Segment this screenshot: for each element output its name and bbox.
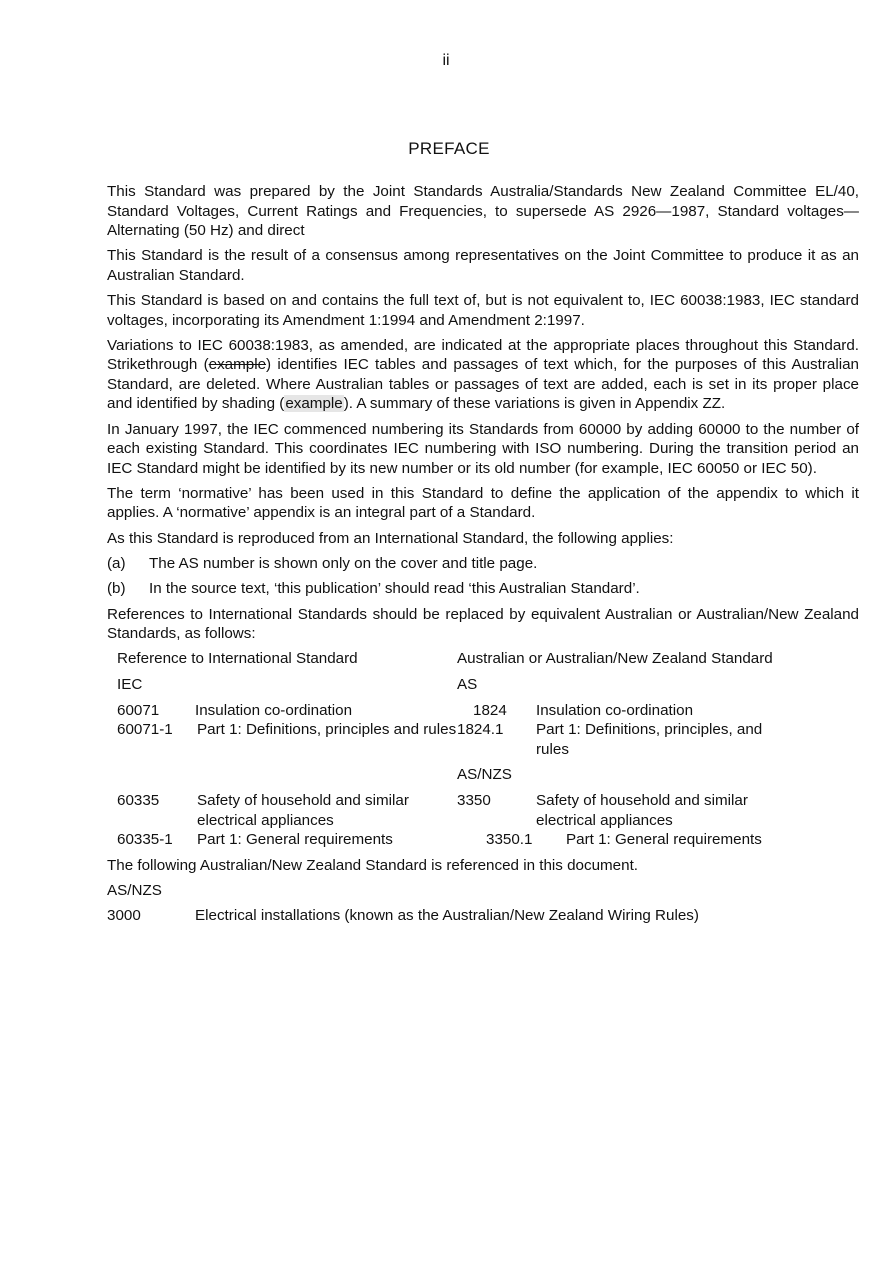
referenced-group: AS/NZS xyxy=(107,881,162,899)
list-item xyxy=(107,554,859,574)
page-title: PREFACE xyxy=(408,139,490,158)
referenced-standard-row xyxy=(107,906,859,926)
table-group-row xyxy=(117,675,859,695)
group-as: AS xyxy=(457,676,478,694)
header-international: Reference to International Standard xyxy=(117,650,358,668)
iec-number: 60335-1 xyxy=(117,831,173,849)
list-text: The AS number is shown only on the cover and title page. xyxy=(149,554,538,572)
iec-title: Insulation co-ordination xyxy=(195,701,353,719)
as-title: Part 1: General requirements xyxy=(566,831,762,849)
table-row xyxy=(117,701,859,721)
shading-example: example xyxy=(285,395,343,413)
table-group-row xyxy=(117,765,859,785)
reference-table xyxy=(117,649,859,849)
paragraph-normative: The term ‘normative’ has been used in this Standard to define the application of the appendix to which it applies. A ‘normative’ appendix is an integral part of a Standard. xyxy=(107,484,859,522)
paragraph-based-on: This Standard is based on and contains the full text of, but is not equivalent to, IEC 60038:1983, IEC standard voltages, incorporating its Amendment 1:1994 and Amendment 2:1997. xyxy=(107,291,859,329)
strikethrough-example: example xyxy=(208,356,267,374)
paragraph-reproduced: As this Standard is reproduced from an International Standard, the following applies: xyxy=(107,529,674,547)
iec-number: 60071 xyxy=(117,701,160,719)
as-number: 1824.1 xyxy=(457,721,504,739)
paragraph-references: References to International Standards should be replaced by equivalent Australian or Australian/New Zealand Standards, as follows: xyxy=(107,605,859,643)
referenced-number: 3000 xyxy=(107,906,141,924)
referenced-title: Electrical installations (known as the Australian/New Zealand Wiring Rules) xyxy=(195,906,699,924)
as-title: Safety of household and similar electrical appliances xyxy=(536,792,748,829)
as-title: Part 1: Definitions, principles, and rules xyxy=(536,721,763,758)
group-iec: IEC xyxy=(117,676,143,694)
paragraph-consensus: This Standard is the result of a consensus among representatives on the Joint Committee to produce it as an Australian Standard. xyxy=(107,247,859,284)
paragraph-referenced: The following Australian/New Zealand Standard is referenced in this document. xyxy=(107,856,639,874)
list-label: (b) xyxy=(107,580,126,598)
paragraph-supersede: This Standard was prepared by the Joint Standards Australia/Standards New Zealand Committee EL/40, Standard Voltages, Current Ratings and Frequencies, to supersede AS 2926—1987, Standard voltages—Alternating (50 Hz) and direct xyxy=(107,183,859,240)
as-number: 3350.1 xyxy=(486,831,533,849)
iec-number: 60335 xyxy=(117,792,160,810)
group-as-nzs: AS/NZS xyxy=(457,766,512,784)
document-body xyxy=(107,182,859,925)
table-row xyxy=(117,830,859,850)
table-row xyxy=(117,720,859,759)
as-title: Insulation co-ordination xyxy=(536,701,694,719)
variations-text-c: ). A summary of these variations is given in Appendix ZZ. xyxy=(343,395,726,413)
page-number: ii xyxy=(442,52,450,69)
iec-title: Safety of household and similar electrical appliances xyxy=(197,792,409,829)
paragraph-variations xyxy=(107,336,859,414)
as-number: 1824 xyxy=(473,701,507,719)
iec-title: Part 1: General requirements xyxy=(197,831,393,849)
variations-text-a: Variations to IEC 60038:1983, as amended, are indicated at the appropriate places throughout this Standard. Strikethrough ( xyxy=(107,336,859,374)
paragraph-numbering: In January 1997, the IEC commenced numbering its Standards from 60000 by adding 60000 to the number of each existing Standard. This coordinates IEC numbering with ISO numbering. During the transition period an IEC Standard might be identified by its new number or its old number (for example, IEC 60050 or IEC 50). xyxy=(107,420,859,477)
list-text: In the source text, ‘this publication’ should read ‘this Australian Standard’. xyxy=(149,580,640,598)
variations-text-b: ) identifies IEC tables and passages of text which, for the purposes of this Australian Standard, are deleted. Where Australian tables or passages of text are added, each is set in its proper place and identified by shading ( xyxy=(107,356,859,413)
table-header-row xyxy=(117,649,859,669)
header-australian: Australian or Australian/New Zealand Standard xyxy=(457,650,773,668)
list-item xyxy=(107,579,859,599)
as-number: 3350 xyxy=(457,792,491,810)
list-label: (a) xyxy=(107,554,126,572)
table-row xyxy=(117,791,859,830)
iec-number: 60071-1 xyxy=(117,721,173,739)
iec-title: Part 1: Definitions, principles and rules xyxy=(197,721,457,739)
